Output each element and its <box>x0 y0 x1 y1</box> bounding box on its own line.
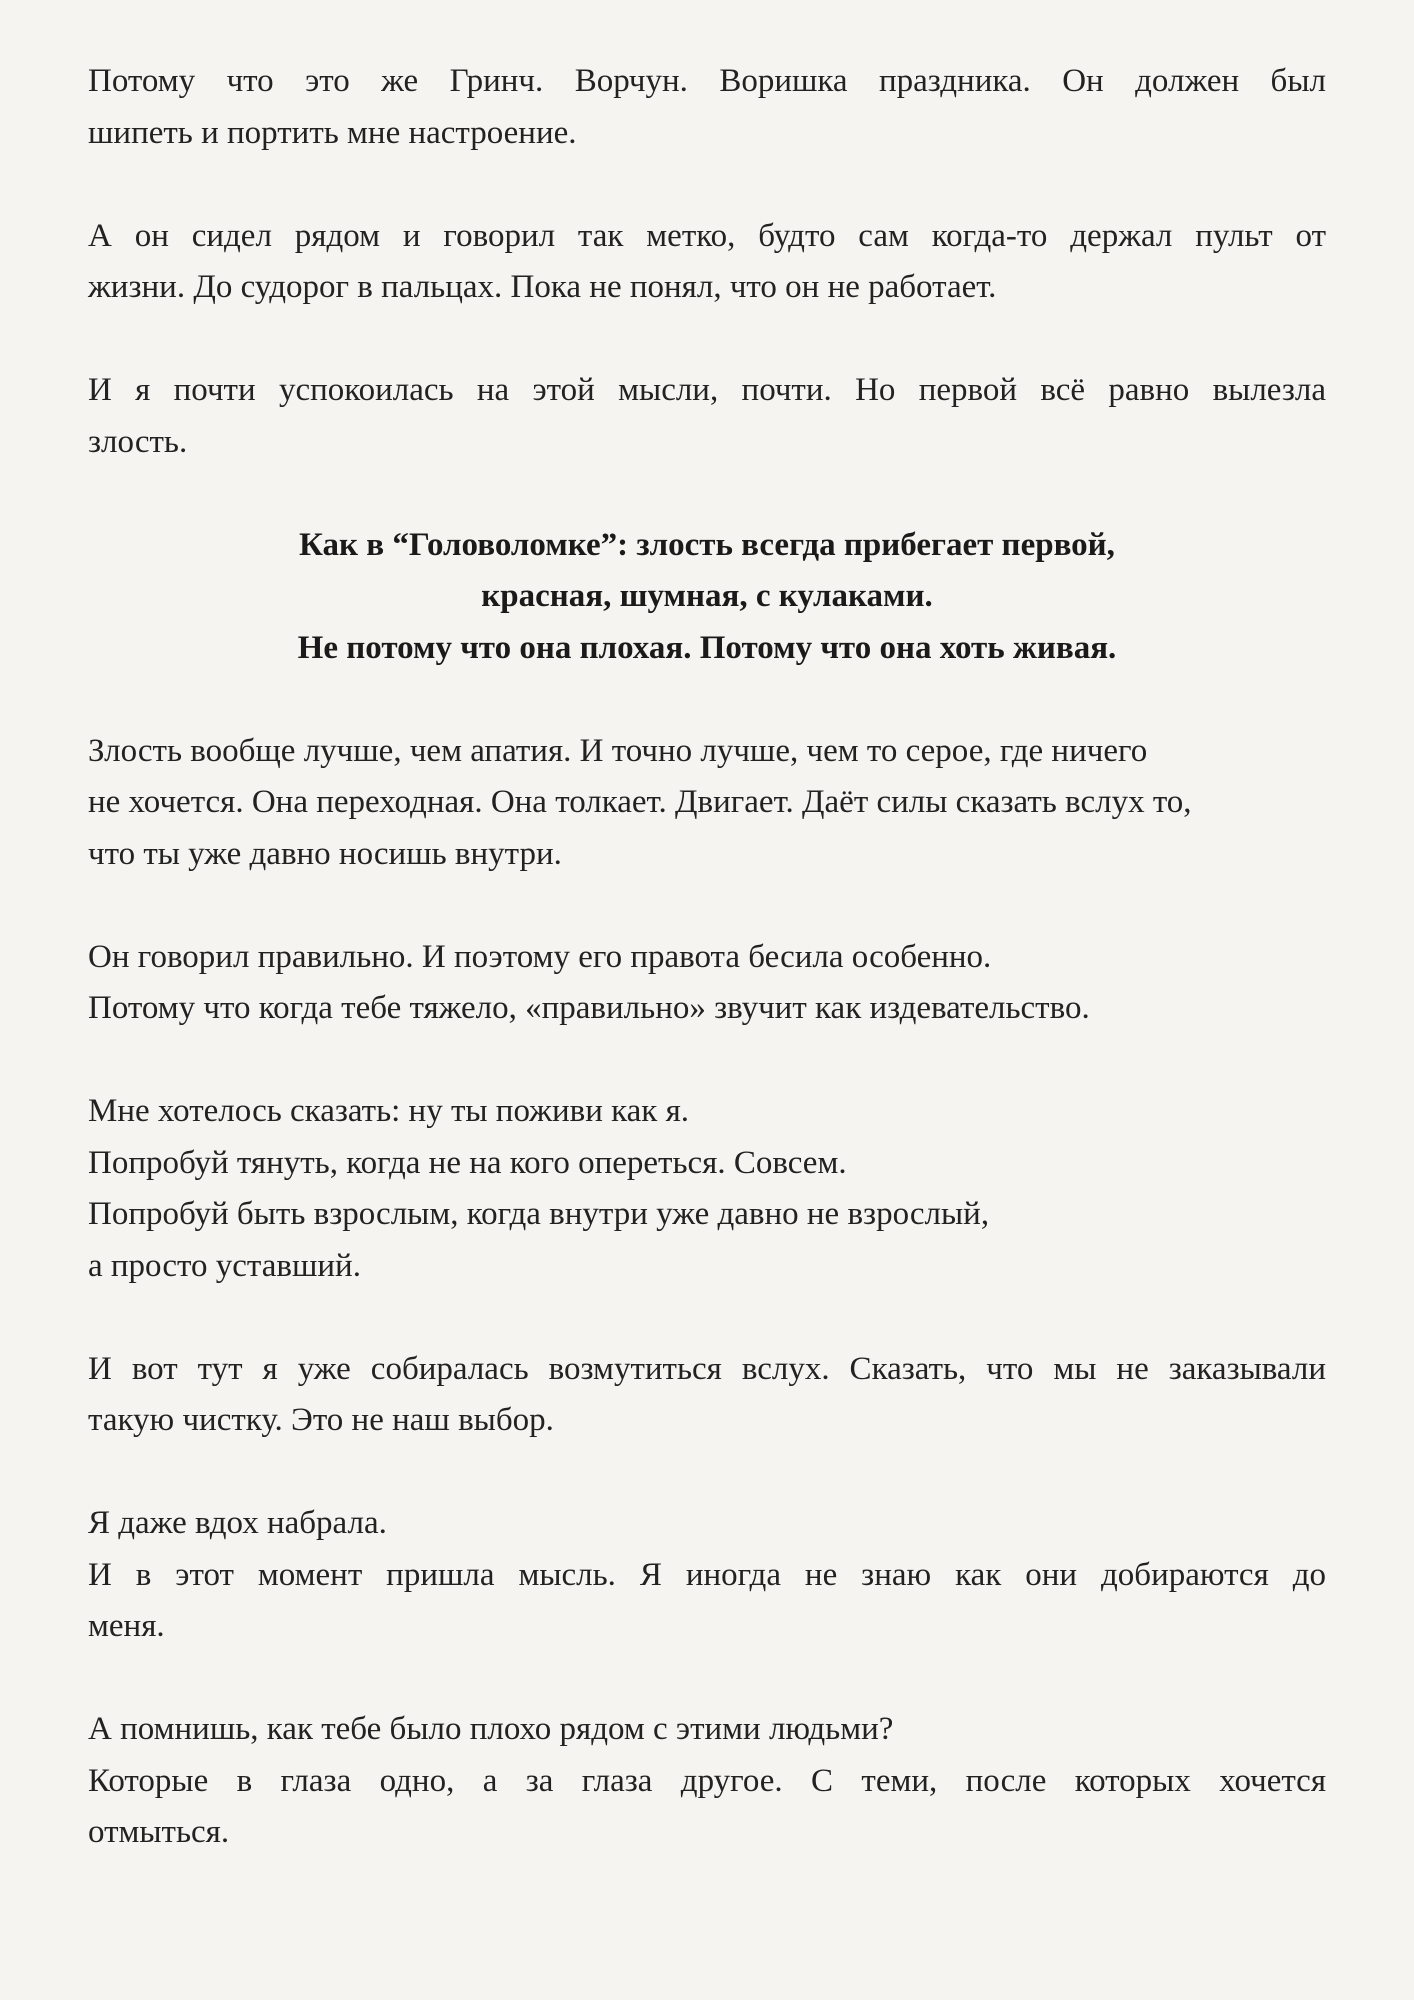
text-line: А помнишь, как тебе было плохо рядом с этими людьми? <box>88 1711 894 1747</box>
paragraph-anger-vs-apathy <box>88 726 1326 881</box>
text-line: Он говорил правильно. И поэтому его правота бесила особенно. <box>88 938 992 975</box>
text-line: что ты уже давно носишь внутри. <box>88 835 562 872</box>
paragraph-rightness <box>88 932 1326 1035</box>
text-line: меня. <box>88 1608 165 1644</box>
text-line: шипеть и портить мне настроение. <box>88 114 577 151</box>
text-line: Потому что это же Гринч. Ворчун. Воришка праздника. Он должен был <box>88 63 1326 99</box>
quote-line: Не потому что она плохая. Потому что она хоть живая. <box>297 629 1117 666</box>
text-line: жизни. До судорог в пальцах. Пока не понял, что он не работает. <box>88 269 997 305</box>
paragraph-grinch <box>88 56 1326 159</box>
text-line: И вот тут я уже собиралась возмутиться вслух. Сказать, что мы не заказывали <box>88 1350 1326 1387</box>
text-line: а просто уставший. <box>88 1247 361 1284</box>
paragraph-protest <box>88 1344 1326 1447</box>
paragraph-anger-first <box>88 365 1326 468</box>
text-line: Я даже вдох набрала. <box>88 1505 387 1541</box>
text-line: злость. <box>88 423 188 460</box>
paragraph-breath <box>88 1498 1326 1653</box>
paragraph-remote <box>88 211 1326 314</box>
text-line: А он сидел рядом и говорил так метко, будто сам когда-то держал пульт от <box>88 217 1326 254</box>
text-line: Попробуй тянуть, когда не на кого опереться. Совсем. <box>88 1144 847 1181</box>
text-line: отмыться. <box>88 1814 230 1850</box>
text-line: Которые в глаза одно, а за глаза другое. С теми, после которых хочется <box>88 1762 1326 1799</box>
text-line: не хочется. Она переходная. Она толкает. Двигает. Даёт силы сказать вслух то, <box>88 784 1192 820</box>
text-line: такую чистку. Это не наш выбор. <box>88 1402 554 1438</box>
text-line: И я почти успокоилась на этой мысли, почти. Но первой всё равно вылезла <box>88 372 1326 408</box>
paragraph-remember <box>88 1704 1326 1859</box>
text-line: Потому что когда тебе тяжело, «правильно» звучит как издевательство. <box>88 990 1090 1026</box>
quote-line: Как в “Головоломке”: злость всегда прибегает первой, <box>299 526 1115 563</box>
quote-inside-out <box>88 520 1326 675</box>
text-line: И в этот момент пришла мысль. Я иногда не знаю как они добираются до <box>88 1556 1326 1593</box>
quote-line: красная, шумная, с кулаками. <box>481 578 933 614</box>
paragraph-live-like-me <box>88 1086 1326 1292</box>
text-line: Злость вообще лучше, чем апатия. И точно лучше, чем то серое, где ничего <box>88 732 1148 769</box>
text-line: Попробуй быть взрослым, когда внутри уже давно не взрослый, <box>88 1196 990 1232</box>
text-line: Мне хотелось сказать: ну ты поживи как я. <box>88 1093 689 1129</box>
